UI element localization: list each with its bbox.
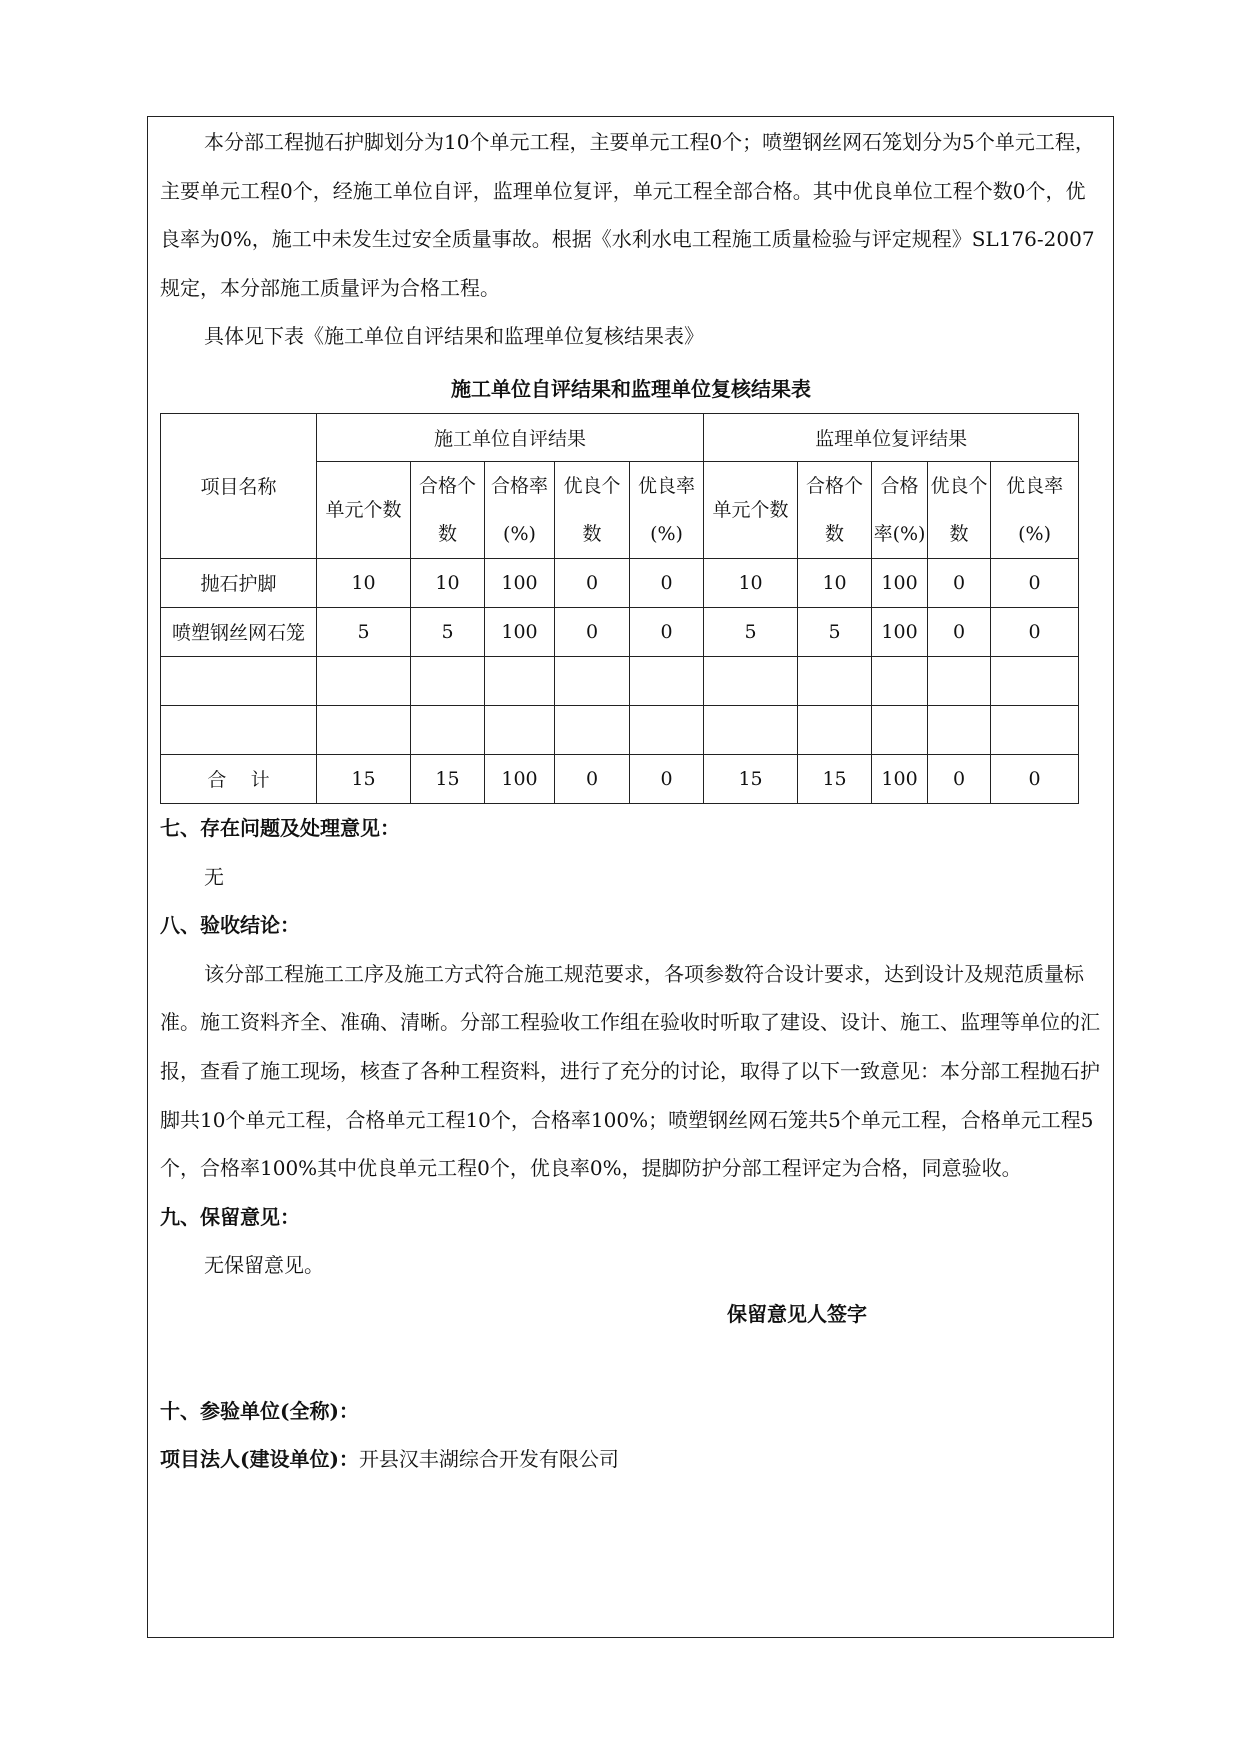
table-title: 施工单位自评结果和监理单位复核结果表 — [451, 376, 811, 401]
table-row — [161, 705, 1079, 754]
cell: 10 — [798, 558, 872, 607]
cell — [704, 656, 798, 705]
header-sup-qualified-rate: 合格率(%) — [872, 461, 928, 558]
cell: 0 — [928, 607, 991, 656]
cell — [928, 705, 991, 754]
cell: 0 — [928, 558, 991, 607]
section10-heading: 十、参验单位(全称)： — [160, 1398, 359, 1423]
cell: 5 — [798, 607, 872, 656]
header-project-name: 项目名称 — [161, 413, 317, 558]
row-name: 抛石护脚 — [161, 558, 317, 607]
cell — [704, 705, 798, 754]
header-self-qualified-rate: 合格率(%) — [485, 461, 555, 558]
cell: 0 — [555, 754, 630, 803]
cell: 100 — [872, 607, 928, 656]
cell — [411, 705, 485, 754]
cell — [317, 705, 411, 754]
cell: 5 — [411, 607, 485, 656]
legal-entity-line — [160, 1435, 1102, 1484]
document-body — [160, 118, 1102, 1484]
row-name — [161, 705, 317, 754]
header-supervisor-evaluation: 监理单位复评结果 — [704, 413, 1079, 461]
row-name: 合 计 — [161, 754, 317, 803]
section9-body: 无保留意见。 — [204, 1253, 324, 1278]
cell: 10 — [411, 558, 485, 607]
cell: 100 — [485, 558, 555, 607]
cell: 15 — [411, 754, 485, 803]
intro-paragraph: 本分部工程抛石护脚划分为10个单元工程，主要单元工程0个；喷塑钢丝网石笼划分为5个单元工程，主要单元工程0个，经施工单位自评，监理单位复评，单元工程全部合格。其中优良单位工程个数0个，优良率为0%，施工中未发生过安全质量事故。根据《水利水电工程施工质量检验与评定规程》SL176-2007规定，本分部施工质量评为合格工程。 — [160, 130, 1095, 300]
cell — [485, 656, 555, 705]
cell: 0 — [991, 607, 1079, 656]
cell: 0 — [555, 607, 630, 656]
cell: 15 — [704, 754, 798, 803]
header-self-unit-count: 单元个数 — [317, 461, 411, 558]
cell: 0 — [928, 754, 991, 803]
cell: 0 — [630, 558, 704, 607]
cell: 0 — [555, 558, 630, 607]
table-row — [161, 656, 1079, 705]
cell — [630, 656, 704, 705]
cell: 100 — [485, 754, 555, 803]
table-row — [161, 607, 1079, 656]
table-row — [161, 558, 1079, 607]
cell: 100 — [872, 754, 928, 803]
header-sup-excellent-rate: 优良率(%) — [991, 461, 1079, 558]
header-sup-qualified-count: 合格个数 — [798, 461, 872, 558]
see-table-paragraph: 具体见下表《施工单位自评结果和监理单位复核结果表》 — [204, 324, 704, 349]
section7-body: 无 — [204, 864, 224, 889]
cell — [485, 705, 555, 754]
section8-body: 该分部工程施工工序及施工方式符合施工规范要求，各项参数符合设计要求，达到设计及规范质量标准。施工资料齐全、准确、清晰。分部工程验收工作组在验收时听取了建设、设计、施工、监理等单位的汇报，查看了施工现场，核查了各种工程资料，进行了充分的讨论，取得了以下一致意见：本分部工程抛石护脚共10个单元工程，合格单元工程10个，合格率100%；喷塑钢丝网石笼共5个单元工程，合格单元工程5个，合格率100%其中优良单元工程0个，优良率0%，提脚防护分部工程评定为合格，同意验收。 — [160, 961, 1100, 1181]
section8-heading: 八、验收结论： — [160, 913, 300, 938]
cell — [872, 705, 928, 754]
cell: 10 — [704, 558, 798, 607]
cell: 100 — [485, 607, 555, 656]
legal-entity-value: 开县汉丰湖综合开发有限公司 — [358, 1447, 619, 1472]
cell: 0 — [630, 607, 704, 656]
section9-heading: 九、保留意见： — [160, 1204, 300, 1229]
cell: 10 — [317, 558, 411, 607]
row-name: 喷塑钢丝网石笼 — [161, 607, 317, 656]
header-self-qualified-count: 合格个数 — [411, 461, 485, 558]
cell — [411, 656, 485, 705]
row-name — [161, 656, 317, 705]
cell: 0 — [991, 558, 1079, 607]
cell: 5 — [704, 607, 798, 656]
header-self-evaluation: 施工单位自评结果 — [317, 413, 704, 461]
cell — [872, 656, 928, 705]
cell: 0 — [991, 754, 1079, 803]
cell: 15 — [317, 754, 411, 803]
legal-entity-label: 项目法人(建设单位)： — [160, 1447, 359, 1472]
cell: 15 — [798, 754, 872, 803]
cell — [798, 656, 872, 705]
cell: 100 — [872, 558, 928, 607]
section7-heading: 七、存在问题及处理意见： — [160, 815, 400, 840]
header-self-excellent-rate: 优良率(%) — [630, 461, 704, 558]
cell — [555, 705, 630, 754]
header-self-excellent-count: 优良个数 — [555, 461, 630, 558]
cell — [317, 656, 411, 705]
cell — [630, 705, 704, 754]
signature-label: 保留意见人签字 — [727, 1301, 867, 1326]
header-sup-excellent-count: 优良个数 — [928, 461, 991, 558]
cell: 0 — [630, 754, 704, 803]
spacer — [160, 1339, 1102, 1387]
cell — [798, 705, 872, 754]
cell — [555, 656, 630, 705]
cell: 5 — [317, 607, 411, 656]
header-sup-unit-count: 单元个数 — [704, 461, 798, 558]
cell — [991, 705, 1079, 754]
cell — [991, 656, 1079, 705]
cell — [928, 656, 991, 705]
results-table — [160, 413, 1079, 804]
table-row-total — [161, 754, 1079, 803]
